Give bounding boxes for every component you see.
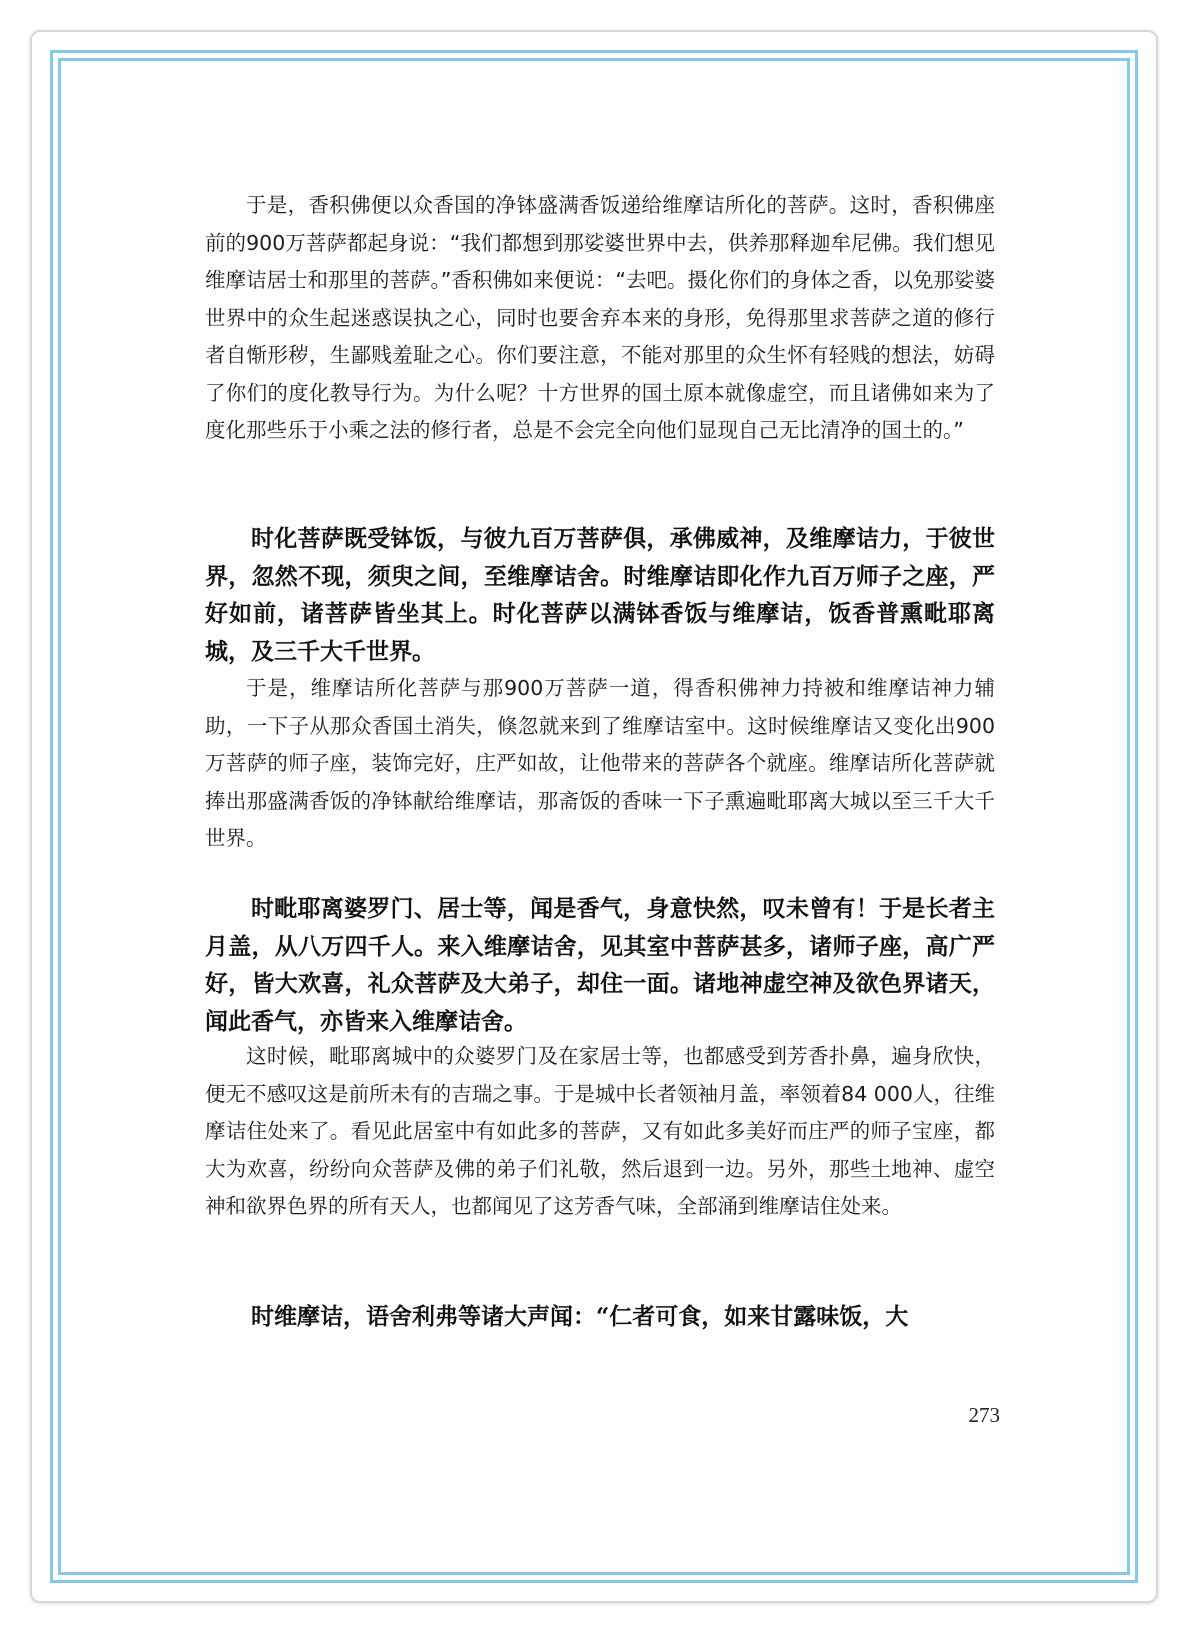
page-number: 273	[968, 1403, 1000, 1427]
original-paragraph-2: 时毗耶离婆罗门、居士等，闻是香气，身意快然，叹未曾有！于是长者主月盖，从八万四千人。来入维摩诘舍，见其室中菩萨甚多，诸师子座，高广严好，皆大欢喜，礼众菩萨及大弟子，却住一面。诸地神虚空神及欲色界诸天，闻此香气，亦皆来入维摩诘舍。	[205, 895, 995, 1035]
original-paragraph-1: 时化菩萨既受钵饭，与彼九百万菩萨俱，承佛威神，及维摩诘力，于彼世界，忽然不现，须臾之间，至维摩诘舍。时维摩诘即化作九百万师子之座，严好如前，诸菩萨皆坐其上。时化菩萨以满钵香饭与维摩诘，饭香普熏毗耶离城，及三千大千世界。	[205, 525, 995, 665]
translation-paragraph-3: 这时候，毗耶离城中的众婆罗门及在家居士等，也都感受到芳香扑鼻，遍身欣快，便无不感叹这是前所未有的吉瑞之事。于是城中长者领袖月盖，率领着84 000人，往维摩诘住处来了。看见此居室中有如此多的菩萨，又有如此多美好而庄严的师子宝座，都大为欢喜，纷纷向众菩萨及佛的弟子们礼敬，然后退到一边。另外，那些土地神、虚空神和欲界色界的所有天人，也都闻见了这芳香气味，全部涌到维摩诘住处来。	[205, 1044, 995, 1218]
translation-paragraph-1: 于是，香积佛便以众香国的净钵盛满香饭递给维摩诘所化的菩萨。这时，香积佛座前的900万菩萨都起身说：“我们都想到那娑婆世界中去，供养那释迦牟尼佛。我们想见维摩诘居士和那里的菩萨。”香积佛如来便说：“去吧。摄化你们的身体之香，以免那娑婆世界中的众生起迷惑误执之心，同时也要舍弃本来的身形，免得那里求菩萨之道的修行者自惭形秽，生鄙贱羞耻之心。你们要注意，不能对那里的众生怀有轻贱的想法，妨碍了你们的度化教导行为。为什么呢？十方世界的国土原本就像虚空，而且诸佛如来为了度化那些乐于小乘之法的修行者，总是不会完全向他们显现自己无比清净的国土的。”	[205, 193, 995, 442]
translation-paragraph-2: 于是，维摩诘所化菩萨与那900万菩萨一道，得香积佛神力持被和维摩诘神力辅助，一下子从那众香国土消失，倏忽就来到了维摩诘室中。这时候维摩诘又变化出900万菩萨的师子座，装饰完好，庄严如故，让他带来的菩萨各个就座。维摩诘所化菩萨就捧出那盛满香饭的净钵献给维摩诘，那斋饭的香味一下子熏遍毗耶离大城以至三千大千世界。	[205, 676, 995, 850]
original-paragraph-3: 时维摩诘，语舍利弗等诸大声闻：“仁者可食，如来甘露味饭，大	[251, 1303, 909, 1330]
